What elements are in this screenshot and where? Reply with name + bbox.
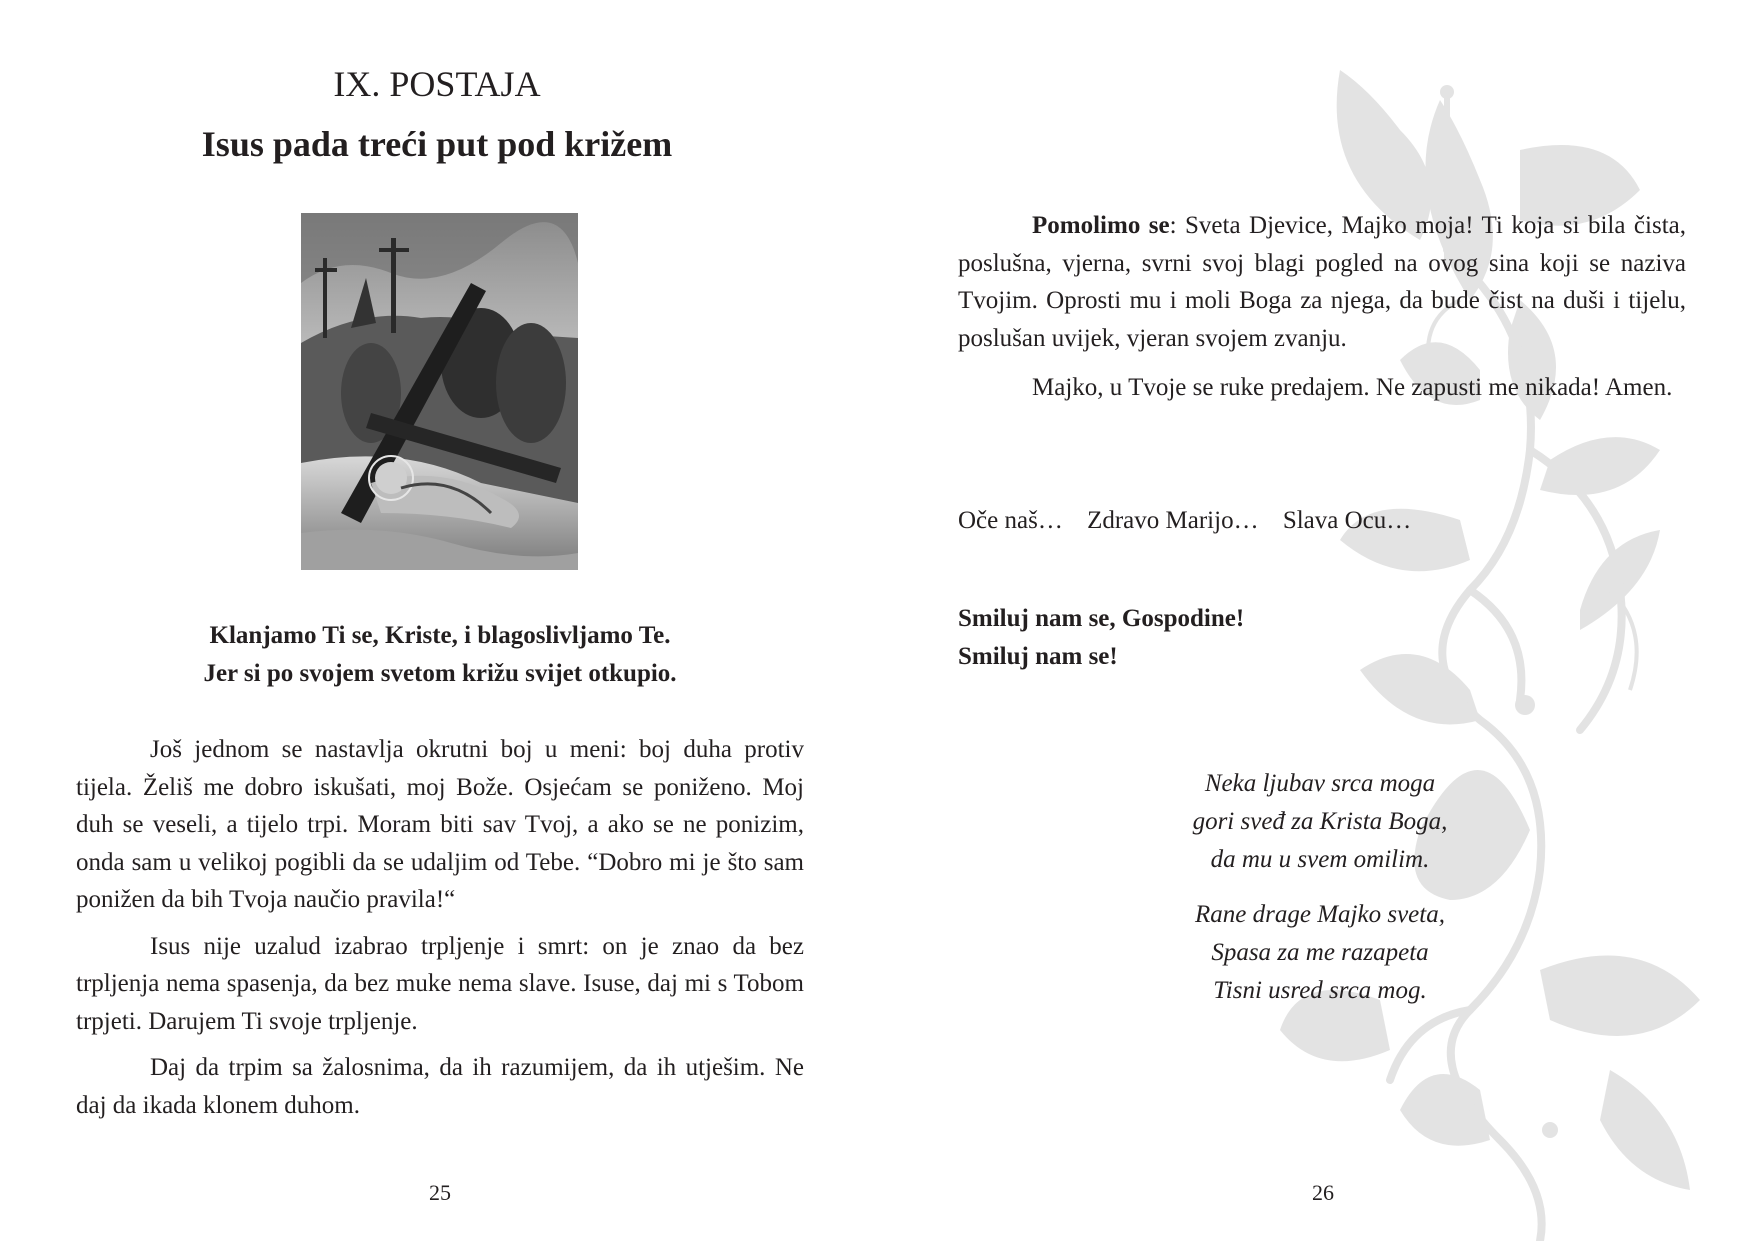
hymn-verse-1 [1080, 765, 1560, 879]
prayer-list [958, 502, 1686, 539]
prayer-glory-be: Slava Ocu… [1282, 507, 1412, 534]
verse-line: gori svеđ za Krista Boga, [1192, 808, 1448, 835]
mercy-line: Smiluj nam se! [958, 643, 1118, 670]
left-page [0, 0, 874, 1241]
verse-line: da mu u svem omilim. [1210, 846, 1430, 873]
response-line: Jer si po svojem svetom križu svijet otkupio. [203, 660, 677, 687]
mercy-invocation [958, 600, 1686, 676]
verse-line: Tisni usred srca mog. [1213, 977, 1427, 1004]
meditation-paragraph: Daj da trpim sa žalosnima, da ih razumijem, da ih utješim. Ne daj da ikada klonem duhom. [76, 1054, 804, 1119]
page-number-right: 26 [1312, 1180, 1334, 1205]
station-number: IX. POSTAJA [333, 64, 541, 104]
prayer-our-father: Oče naš… [958, 507, 1063, 534]
prayer-intro-bold: Pomolimo se [1032, 212, 1170, 239]
page-number-left: 25 [429, 1180, 451, 1205]
verse-line: Neka ljubav srca moga [1204, 770, 1436, 797]
response-antiphon [60, 617, 820, 693]
prayer-paragraph-1 [958, 207, 1686, 357]
closing-prayer [958, 207, 1686, 416]
prayer-paragraph-2: Majko, u Tvoje se ruke predajem. Ne zapusti me nikada! Amen. [1032, 374, 1673, 401]
meditation-paragraph: Isus nije uzalud izabrao trpljenje i smrt: on je znao da bez trpljenja nema spasenja, da bez muke nema slave. Isuse, daj mi s Tobom trpjeti. Darujem Ti svoje trpljenje. [76, 932, 804, 1035]
station-illustration [301, 213, 578, 570]
mercy-line: Smiluj nam se, Gospodine! [958, 605, 1245, 632]
verse-line: Spasa za me razapeta [1211, 939, 1429, 966]
meditation-text [76, 731, 804, 1133]
meditation-paragraph: Još jednom se nastavlja okrutni boj u meni: boj duha protiv tijela. Želiš me dobro iskušati, moj Bože. Osjećam se poniženo. Moj duh se veseli, a tijelo trpi. Moram biti sav Tvoj, a ako se ne ponizim, onda sam u velikoj pogibli da se udaljim od Tebe. “Dobro mi je što sam ponižen da bih Tvoja naučio pravila!“ [76, 736, 804, 913]
verse-line: Rane drage Majko sveta, [1195, 901, 1445, 928]
response-line: Klanjamo Ti se, Kriste, i blagoslivljamo Te. [209, 622, 671, 649]
prayer-intro-text: : Sveta Djevice, Majko moja! Ti koja si bila čista, poslušna, vjerna, svrni svoj blagi pogled na ovog sina koji se naziva Tvojim. Oprosti mu i moli Boga za njega, da bude čist na duši i tijelu, poslušan uvijek, vjeran svojem zvanju. [958, 212, 1686, 352]
hymn-verse-2 [1080, 896, 1560, 1010]
prayer-hail-mary: Zdravo Marijo… [1087, 507, 1259, 534]
station-title: Isus pada treći put pod križem [201, 124, 673, 164]
